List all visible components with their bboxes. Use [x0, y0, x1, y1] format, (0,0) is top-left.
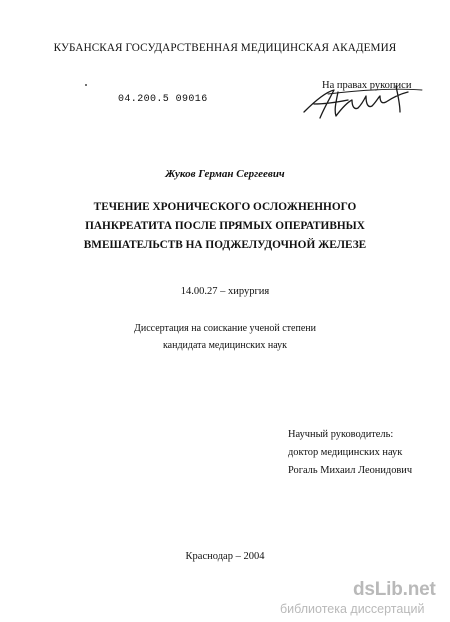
specialty-code: 14.00.27 – хирургия: [180, 286, 270, 297]
watermark-tagline: библиотека диссертаций: [280, 602, 425, 616]
thesis-title-line: ВМЕШАТЕЛЬСТВ НА ПОДЖЕЛУДОЧНОЙ ЖЕЛЕЗЕ: [83, 239, 367, 251]
thesis-title-line: ТЕЧЕНИЕ ХРОНИЧЕСКОГО ОСЛОЖНЕННОГО: [93, 201, 357, 213]
thesis-title-line: ПАНКРЕАТИТА ПОСЛЕ ПРЯМЫХ ОПЕРАТИВНЫХ: [85, 220, 365, 232]
advisor-line: Рогаль Михаил Леонидович: [288, 464, 413, 476]
advisor-line: доктор медицинских наук: [288, 446, 403, 458]
registration-number: 04.200.5 09016: [118, 94, 208, 105]
degree-line: кандидата медицинских наук: [162, 340, 288, 351]
watermark-logo: dsLib.net: [353, 579, 436, 600]
handwritten-signature: [300, 78, 428, 128]
scientific-advisor: [288, 426, 412, 479]
thesis-title: [0, 198, 450, 255]
institution-heading: КУБАНСКАЯ ГОСУДАРСТВЕННАЯ МЕДИЦИНСКАЯ АКАДЕМИЯ: [53, 42, 397, 54]
degree-line: Диссертация на соискание ученой степени: [134, 323, 316, 334]
scan-speck: [85, 84, 87, 86]
degree-statement: [0, 320, 450, 354]
author-name: Жуков Герман Сергеевич: [165, 168, 285, 180]
manuscript-note: На правах рукописи: [322, 80, 412, 91]
advisor-line: Научный руководитель:: [288, 429, 394, 440]
city-year: Краснодар – 2004: [185, 551, 265, 562]
